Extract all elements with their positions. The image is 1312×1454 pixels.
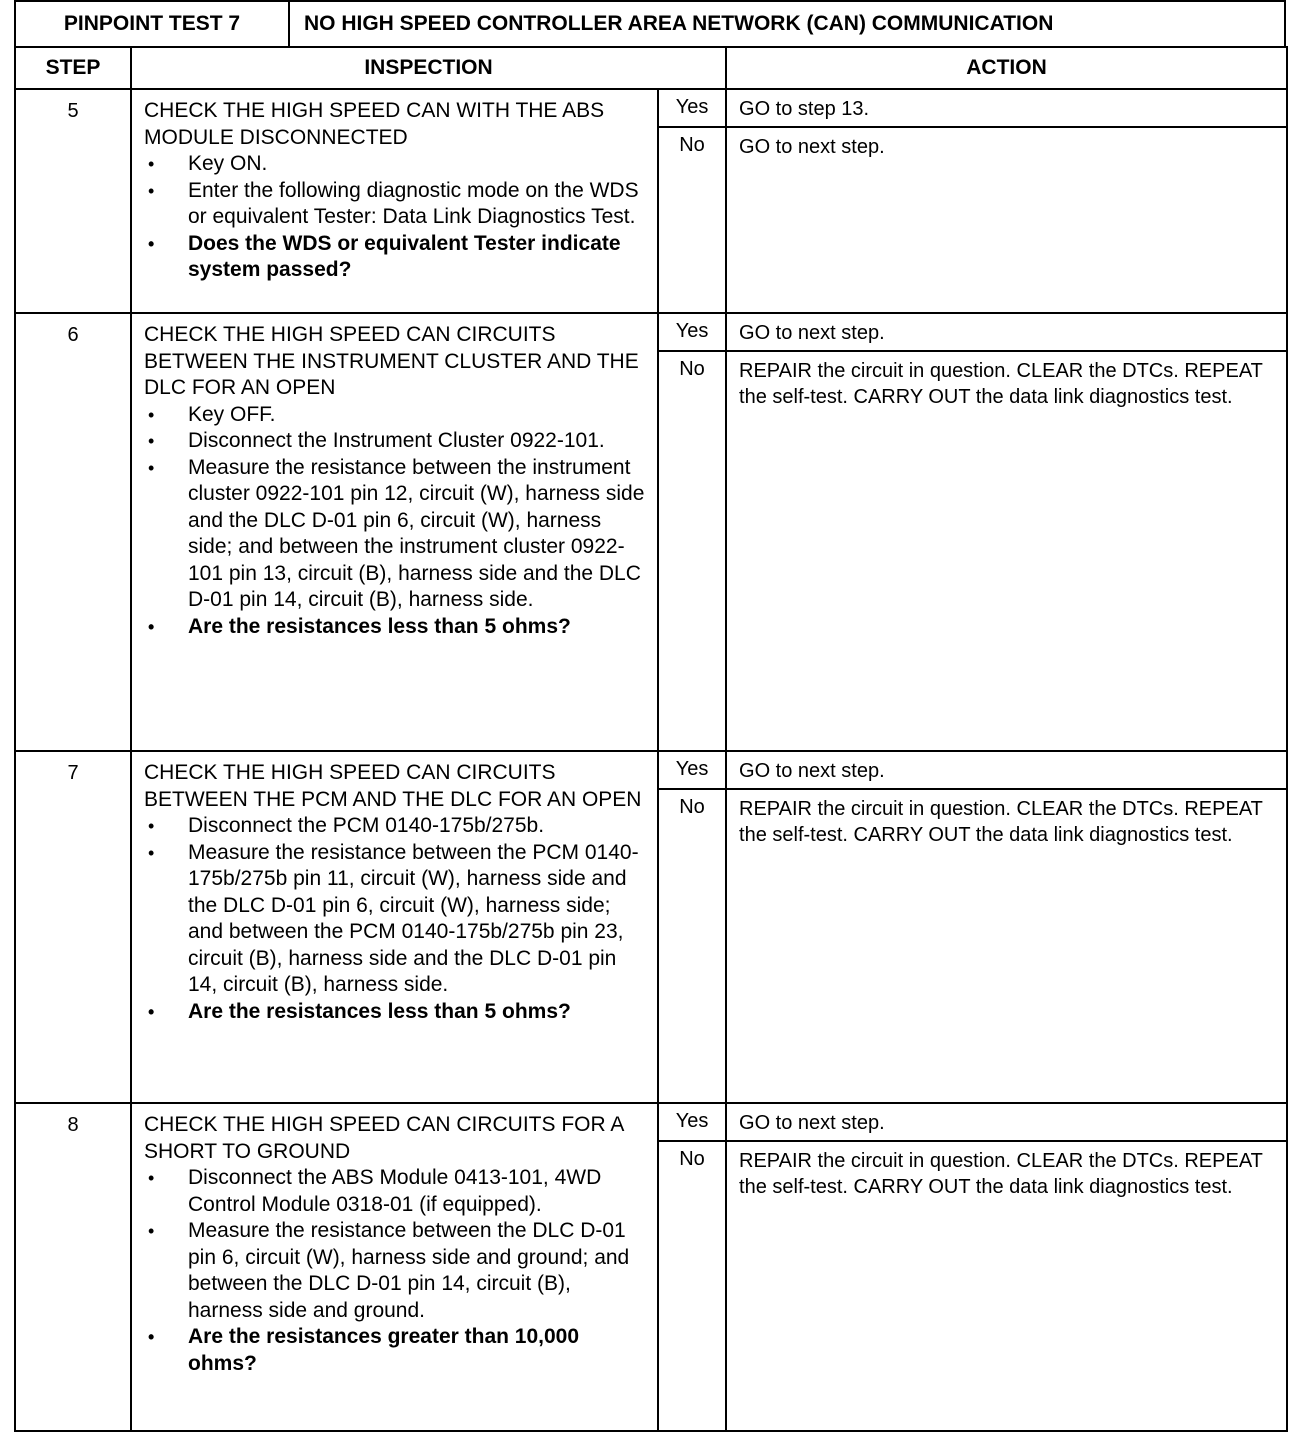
- step-number: 6: [15, 313, 131, 751]
- inspection-bullets: [144, 151, 647, 284]
- no-label: No: [658, 127, 726, 313]
- bullet-item: • Disconnect the ABS Module 0413-101, 4WD Control Module 0318-01 (if equipped).: [144, 1165, 647, 1218]
- yes-action: GO to next step.: [726, 751, 1287, 789]
- pinpoint-table: [14, 46, 1288, 1432]
- inspection-cell: [131, 1103, 658, 1431]
- test-label: PINPOINT TEST 7: [16, 2, 290, 46]
- step-row: [15, 313, 1287, 751]
- pinpoint-test-page: [14, 0, 1286, 1432]
- bullet-item: • Enter the following diagnostic mode on the WDS or equivalent Tester: Data Link Diagnostics Test.: [144, 178, 647, 231]
- no-action: REPAIR the circuit in question. CLEAR the DTCs. REPEAT the self-test. CARRY OUT the data link diagnostics test.: [726, 789, 1287, 1103]
- inspection-cell: [131, 89, 658, 313]
- yes-label: Yes: [658, 89, 726, 127]
- question-item: • Are the resistances greater than 10,000 ohms?: [144, 1324, 647, 1377]
- no-label: No: [658, 789, 726, 1103]
- yes-action: GO to next step.: [726, 1103, 1287, 1141]
- inspection-column-header: INSPECTION: [131, 47, 726, 89]
- question-item: • Are the resistances less than 5 ohms?: [144, 614, 647, 641]
- step-row: [15, 1103, 1287, 1431]
- no-label: No: [658, 1141, 726, 1431]
- bullet-item: • Disconnect the PCM 0140-175b/275b.: [144, 813, 647, 840]
- bullet-item: • Disconnect the Instrument Cluster 0922-101.: [144, 428, 647, 455]
- inspection-bullets: [144, 1165, 647, 1377]
- inspection-title: CHECK THE HIGH SPEED CAN CIRCUITS BETWEEN THE PCM AND THE DLC FOR AN OPEN: [144, 761, 642, 811]
- test-title: NO HIGH SPEED CONTROLLER AREA NETWORK (CAN) COMMUNICATION: [304, 12, 1054, 35]
- step-row: [15, 89, 1287, 313]
- no-label: No: [658, 351, 726, 751]
- test-header: [14, 0, 1286, 46]
- bullet-item: • Key ON.: [144, 151, 647, 178]
- step-row: [15, 751, 1287, 1103]
- inspection-title: CHECK THE HIGH SPEED CAN CIRCUITS BETWEEN THE INSTRUMENT CLUSTER AND THE DLC FOR AN OPEN: [144, 323, 639, 399]
- step-number: 7: [15, 751, 131, 1103]
- inspection-cell: [131, 313, 658, 751]
- inspection-cell: [131, 751, 658, 1103]
- yes-label: Yes: [658, 1103, 726, 1141]
- step-number: 5: [15, 89, 131, 313]
- no-action: REPAIR the circuit in question. CLEAR the DTCs. REPEAT the self-test. CARRY OUT the data link diagnostics test.: [726, 351, 1287, 751]
- bullet-item: • Measure the resistance between the PCM 0140-175b/275b pin 11, circuit (W), harness side and the DLC D-01 pin 6, circuit (W), harness side; and between the PCM 0140-175b/275b pin 23, circuit (B), harness side and the DLC D-01 pin 14, circuit (B), harness side.: [144, 840, 647, 999]
- inspection-bullets: [144, 813, 647, 1025]
- no-action: GO to next step.: [726, 127, 1287, 313]
- bullet-item: • Measure the resistance between the instrument cluster 0922-101 pin 12, circuit (W), harness side and the DLC D-01 pin 6, circuit (W), harness side; and between the instrument cluster 0922-101 pin 13, circuit (B), harness side and the DLC D-01 pin 14, circuit (B), harness side.: [144, 455, 647, 614]
- step-number: 8: [15, 1103, 131, 1431]
- no-action: REPAIR the circuit in question. CLEAR the DTCs. REPEAT the self-test. CARRY OUT the data link diagnostics test.: [726, 1141, 1287, 1431]
- action-column-header: ACTION: [726, 47, 1287, 89]
- inspection-title: CHECK THE HIGH SPEED CAN WITH THE ABS MODULE DISCONNECTED: [144, 99, 605, 149]
- column-header-row: [15, 47, 1287, 89]
- inspection-bullets: [144, 402, 647, 641]
- yes-action: GO to step 13.: [726, 89, 1287, 127]
- yes-label: Yes: [658, 313, 726, 351]
- inspection-title: CHECK THE HIGH SPEED CAN CIRCUITS FOR A SHORT TO GROUND: [144, 1113, 624, 1163]
- question-item: • Are the resistances less than 5 ohms?: [144, 999, 647, 1026]
- step-column-header: STEP: [15, 47, 131, 89]
- yes-action: GO to next step.: [726, 313, 1287, 351]
- question-item: • Does the WDS or equivalent Tester indicate system passed?: [144, 231, 647, 284]
- bullet-item: • Measure the resistance between the DLC D-01 pin 6, circuit (W), harness side and ground; and between the DLC D-01 pin 14, circuit (B), harness side and ground.: [144, 1218, 647, 1324]
- yes-label: Yes: [658, 751, 726, 789]
- bullet-item: • Key OFF.: [144, 402, 647, 429]
